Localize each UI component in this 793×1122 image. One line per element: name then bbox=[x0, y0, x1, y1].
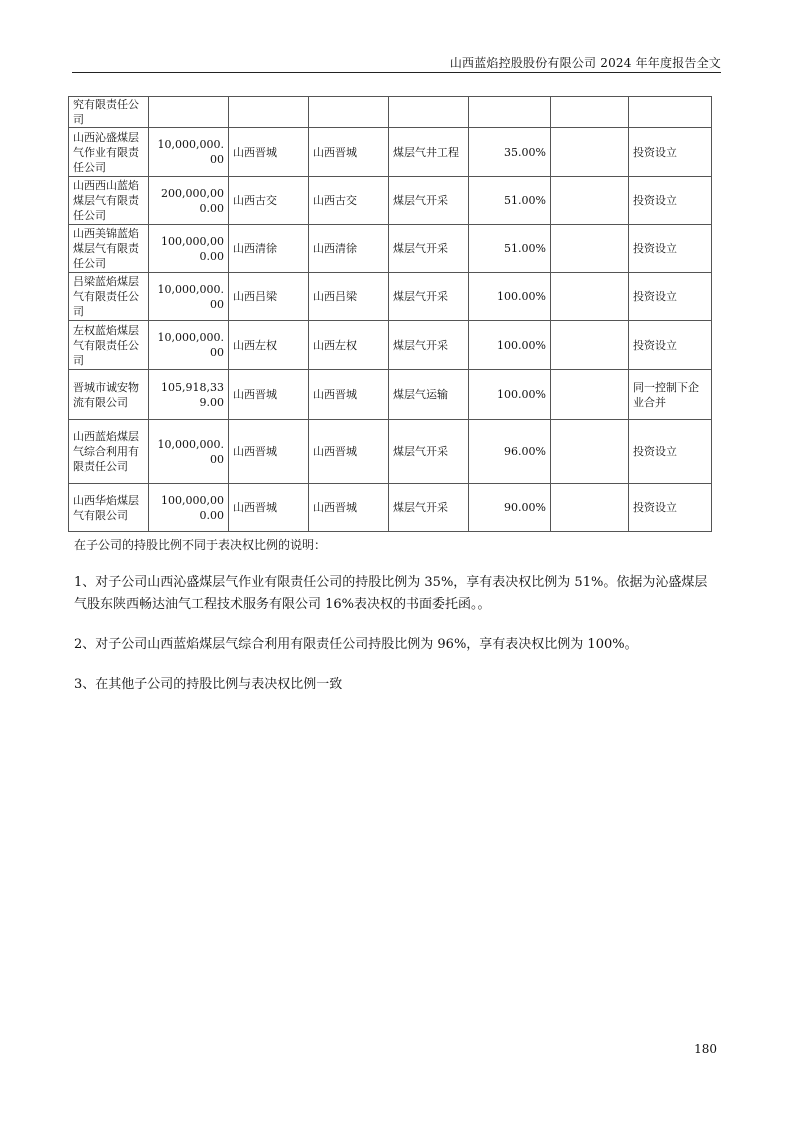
reg-location-cell: 山西吕梁 bbox=[309, 273, 389, 321]
acquisition-cell: 投资设立 bbox=[629, 128, 712, 177]
business-cell: 煤层气开采 bbox=[389, 273, 469, 321]
company-name-cell: 山西华焰煤层气有限公司 bbox=[69, 484, 149, 532]
company-name-cell: 山西西山蓝焰煤层气有限责任公司 bbox=[69, 177, 149, 225]
acquisition-cell: 同一控制下企业合并 bbox=[629, 370, 712, 420]
capital-cell: 100,000,000.00 bbox=[149, 225, 229, 273]
capital-cell: 100,000,000.00 bbox=[149, 484, 229, 532]
reg-location-cell bbox=[309, 97, 389, 128]
main-location-cell bbox=[229, 97, 309, 128]
table-row bbox=[69, 273, 712, 321]
table-row bbox=[69, 97, 712, 128]
company-name-cell: 吕梁蓝焰煤层气有限责任公司 bbox=[69, 273, 149, 321]
page-number: 180 bbox=[694, 1042, 717, 1056]
indirect-pct-cell bbox=[551, 420, 629, 484]
table-row bbox=[69, 420, 712, 484]
table-row bbox=[69, 370, 712, 420]
acquisition-cell: 投资设立 bbox=[629, 321, 712, 370]
business-cell: 煤层气开采 bbox=[389, 225, 469, 273]
main-location-cell: 山西晋城 bbox=[229, 370, 309, 420]
reg-location-cell: 山西晋城 bbox=[309, 128, 389, 177]
business-cell: 煤层气井工程 bbox=[389, 128, 469, 177]
capital-cell bbox=[149, 97, 229, 128]
subsidiary-table bbox=[68, 96, 712, 532]
table-row bbox=[69, 128, 712, 177]
main-location-cell: 山西晋城 bbox=[229, 420, 309, 484]
capital-cell: 105,918,339.00 bbox=[149, 370, 229, 420]
direct-pct-cell: 96.00% bbox=[469, 420, 551, 484]
direct-pct-cell: 51.00% bbox=[469, 177, 551, 225]
company-name-cell: 山西沁盛煤层气作业有限责任公司 bbox=[69, 128, 149, 177]
reg-location-cell: 山西左权 bbox=[309, 321, 389, 370]
indirect-pct-cell bbox=[551, 370, 629, 420]
table-row bbox=[69, 225, 712, 273]
acquisition-cell: 投资设立 bbox=[629, 484, 712, 532]
reg-location-cell: 山西晋城 bbox=[309, 370, 389, 420]
direct-pct-cell: 35.00% bbox=[469, 128, 551, 177]
company-name-cell: 山西蓝焰煤层气综合利用有限责任公司 bbox=[69, 420, 149, 484]
indirect-pct-cell bbox=[551, 321, 629, 370]
main-location-cell: 山西吕梁 bbox=[229, 273, 309, 321]
company-name-cell: 山西美锦蓝焰煤层气有限责任公司 bbox=[69, 225, 149, 273]
business-cell: 煤层气开采 bbox=[389, 484, 469, 532]
direct-pct-cell: 100.00% bbox=[469, 321, 551, 370]
reg-location-cell: 山西晋城 bbox=[309, 420, 389, 484]
note-item-1: 1、对子公司山西沁盛煤层气作业有限责任公司的持股比例为 35%，享有表决权比例为 51%。依据为沁盛煤层气股东陕西畅达油气工程技术服务有限公司 16%表决权的书面委托函。。 bbox=[74, 575, 708, 612]
header-title: 山西蓝焰控股股份有限公司 2024 年年度报告全文 bbox=[449, 56, 721, 70]
company-name-cell: 左权蓝焰煤层气有限责任公司 bbox=[69, 321, 149, 370]
table-row bbox=[69, 321, 712, 370]
indirect-pct-cell bbox=[551, 225, 629, 273]
reg-location-cell: 山西古交 bbox=[309, 177, 389, 225]
company-name-cell: 晋城市诚安物流有限公司 bbox=[69, 370, 149, 420]
direct-pct-cell: 100.00% bbox=[469, 370, 551, 420]
direct-pct-cell: 100.00% bbox=[469, 273, 551, 321]
indirect-pct-cell bbox=[551, 97, 629, 128]
indirect-pct-cell bbox=[551, 177, 629, 225]
main-location-cell: 山西清徐 bbox=[229, 225, 309, 273]
capital-cell: 10,000,000.00 bbox=[149, 420, 229, 484]
reg-location-cell: 山西晋城 bbox=[309, 484, 389, 532]
acquisition-cell: 投资设立 bbox=[629, 273, 712, 321]
table-row bbox=[69, 484, 712, 532]
business-cell bbox=[389, 97, 469, 128]
reg-location-cell: 山西清徐 bbox=[309, 225, 389, 273]
acquisition-cell: 投资设立 bbox=[629, 225, 712, 273]
notes-title: 在子公司的持股比例不同于表决权比例的说明： bbox=[74, 538, 327, 552]
capital-cell: 10,000,000.00 bbox=[149, 273, 229, 321]
direct-pct-cell: 51.00% bbox=[469, 225, 551, 273]
main-location-cell: 山西晋城 bbox=[229, 128, 309, 177]
business-cell: 煤层气开采 bbox=[389, 321, 469, 370]
capital-cell: 10,000,000.00 bbox=[149, 321, 229, 370]
indirect-pct-cell bbox=[551, 273, 629, 321]
main-location-cell: 山西古交 bbox=[229, 177, 309, 225]
business-cell: 煤层气运输 bbox=[389, 370, 469, 420]
acquisition-cell: 投资设立 bbox=[629, 177, 712, 225]
header-rule bbox=[72, 72, 721, 73]
main-location-cell: 山西左权 bbox=[229, 321, 309, 370]
main-location-cell: 山西晋城 bbox=[229, 484, 309, 532]
company-name-cell: 究有限责任公司 bbox=[69, 97, 149, 128]
note-item-3: 3、在其他子公司的持股比例与表决权比例一致 bbox=[74, 677, 343, 692]
indirect-pct-cell bbox=[551, 484, 629, 532]
table-row bbox=[69, 177, 712, 225]
acquisition-cell: 投资设立 bbox=[629, 420, 712, 484]
note-item-2: 2、对子公司山西蓝焰煤层气综合利用有限责任公司持股比例为 96%，享有表决权比例为 100%。 bbox=[74, 637, 638, 652]
capital-cell: 200,000,000.00 bbox=[149, 177, 229, 225]
business-cell: 煤层气开采 bbox=[389, 420, 469, 484]
indirect-pct-cell bbox=[551, 128, 629, 177]
direct-pct-cell bbox=[469, 97, 551, 128]
business-cell: 煤层气开采 bbox=[389, 177, 469, 225]
acquisition-cell bbox=[629, 97, 712, 128]
direct-pct-cell: 90.00% bbox=[469, 484, 551, 532]
capital-cell: 10,000,000.00 bbox=[149, 128, 229, 177]
